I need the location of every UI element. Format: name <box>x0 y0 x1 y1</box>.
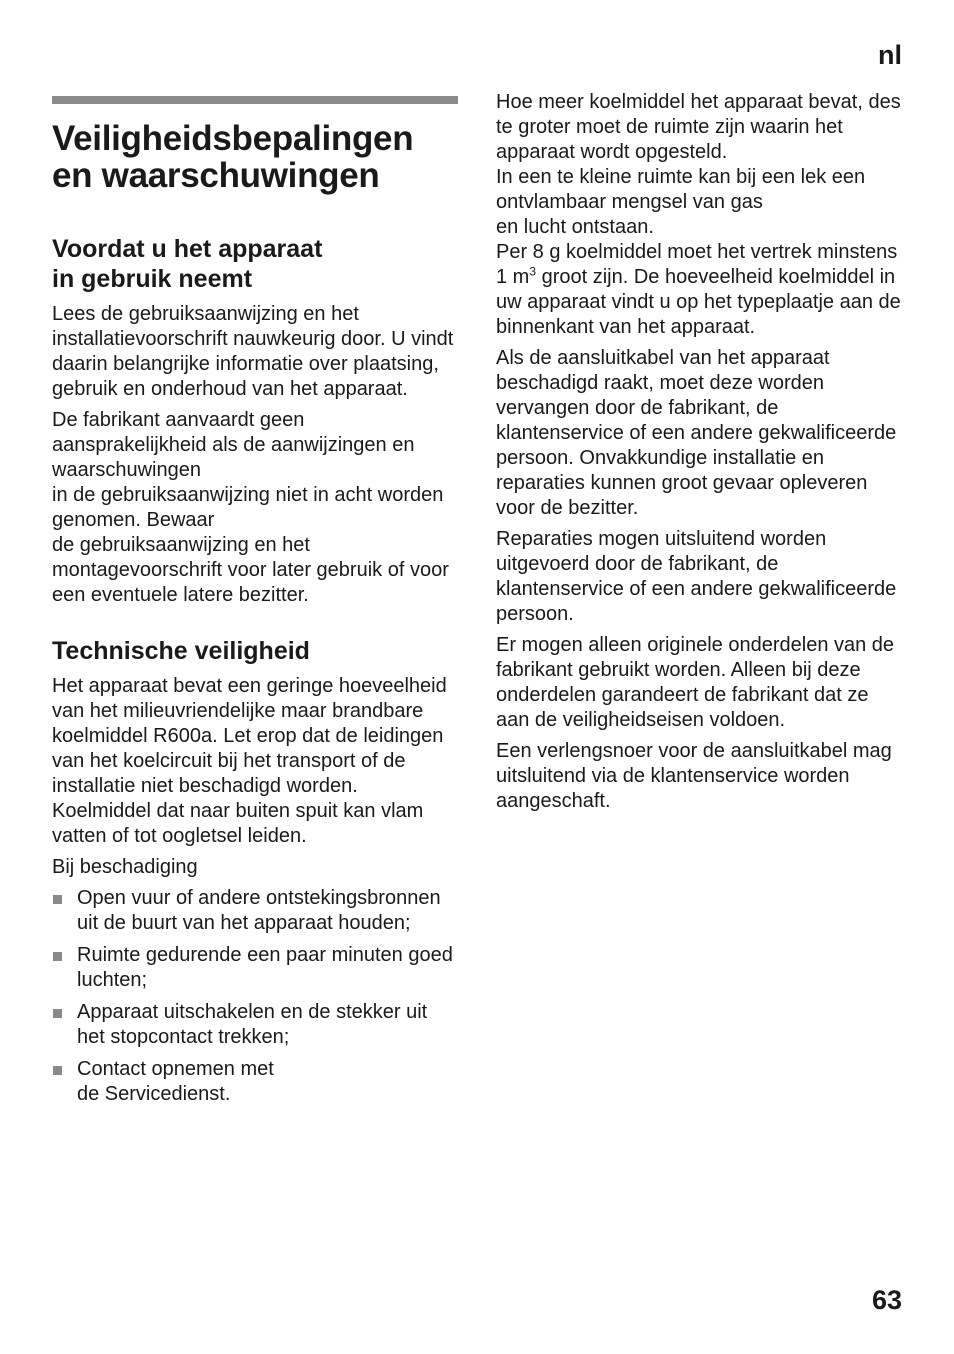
left-column <box>52 96 458 1114</box>
damage-instructions-list <box>52 886 458 1107</box>
bullet-square-icon <box>53 895 62 904</box>
paragraph: Een verlengsnoer voor de aansluitkabel mag uitsluitend via de klantenservice worden aangeschaft. <box>496 740 892 812</box>
list-item: Ruimte gedurende een paar minuten goed luchten; <box>52 943 458 993</box>
paragraph: Er mogen alleen originele onderdelen van de fabrikant gebruikt worden. Alleen bij deze onderdelen garandeert de fabrikant dat ze aan de veiligheidseisen voldoen. <box>496 634 895 731</box>
paragraph: Lees de gebruiksaanwijzing en het installatievoorschrift nauwkeurig door. U vindt daarin belangrijke informatie over plaatsing, gebruik en onderhoud van het apparaat. <box>52 303 454 400</box>
list-item: Contact opnemen met de Servicedienst. <box>52 1057 458 1107</box>
section-heading-before-use: Voordat u het apparaat in gebruik neemt <box>52 235 323 293</box>
page-title: Veiligheidsbepalingen en waarschuwingen <box>52 119 414 195</box>
paragraph: Bij beschadiging <box>52 856 198 878</box>
paragraph: De fabrikant aanvaardt geen aansprakelijkheid als de aanwijzingen en waarschuwingen in de gebruiksaanwijzing niet in acht worden genomen. Bewaar de gebruiksaanwijzing en het montagevoorschrift voor later gebruik of voor een eventuele latere bezitter. <box>52 409 449 606</box>
paragraph: Hoe meer koelmiddel het apparaat bevat, des te groter moet de ruimte zijn waarin het apparaat wordt opgesteld. In een te kleine ruimte kan bij een lek een ontvlambaar mengsel van gas en lucht ontstaan. Per 8 g koelmiddel moet het vertrek minstens 1 $m^3$ groot zijn. De hoeveelheid koelmiddel in uw apparaat vindt u op het typeplaatje aan de binnenkant van het apparaat. <box>496 91 901 338</box>
bullet-square-icon <box>53 952 62 961</box>
bullet-square-icon <box>53 1066 62 1075</box>
section-heading-technical-safety: Technische veiligheid <box>52 637 310 665</box>
right-column <box>496 90 906 820</box>
title-rule <box>52 96 458 104</box>
list-item: Apparaat uitschakelen en de stekker uit het stopcontact trekken; <box>52 1000 458 1050</box>
paragraph: Reparaties mogen uitsluitend worden uitgevoerd door de fabrikant, de klantenservice of een andere gekwalificeerde persoon. <box>496 528 897 625</box>
bullet-square-icon <box>53 1009 62 1018</box>
paragraph: Het apparaat bevat een geringe hoeveelheid van het milieuvriendelijke maar brandbare koelmiddel R600a. Let erop dat de leidingen van het koelcircuit bij het transport of de installatie niet beschadigd worden. Koelmiddel dat naar buiten spuit kan vlam vatten of tot oogletsel leiden. <box>52 675 447 847</box>
language-code: nl <box>878 40 902 70</box>
paragraph: Als de aansluitkabel van het apparaat beschadigd raakt, moet deze worden vervangen door de fabrikant, de klantenservice of een andere gekwalificeerde persoon. Onvakkundige installatie en reparaties kunnen groot gevaar opleveren voor de bezitter. <box>496 347 897 519</box>
page-number: 63 <box>871 1285 902 1315</box>
list-item: Open vuur of andere ontstekingsbronnen uit de buurt van het apparaat houden; <box>52 886 458 936</box>
